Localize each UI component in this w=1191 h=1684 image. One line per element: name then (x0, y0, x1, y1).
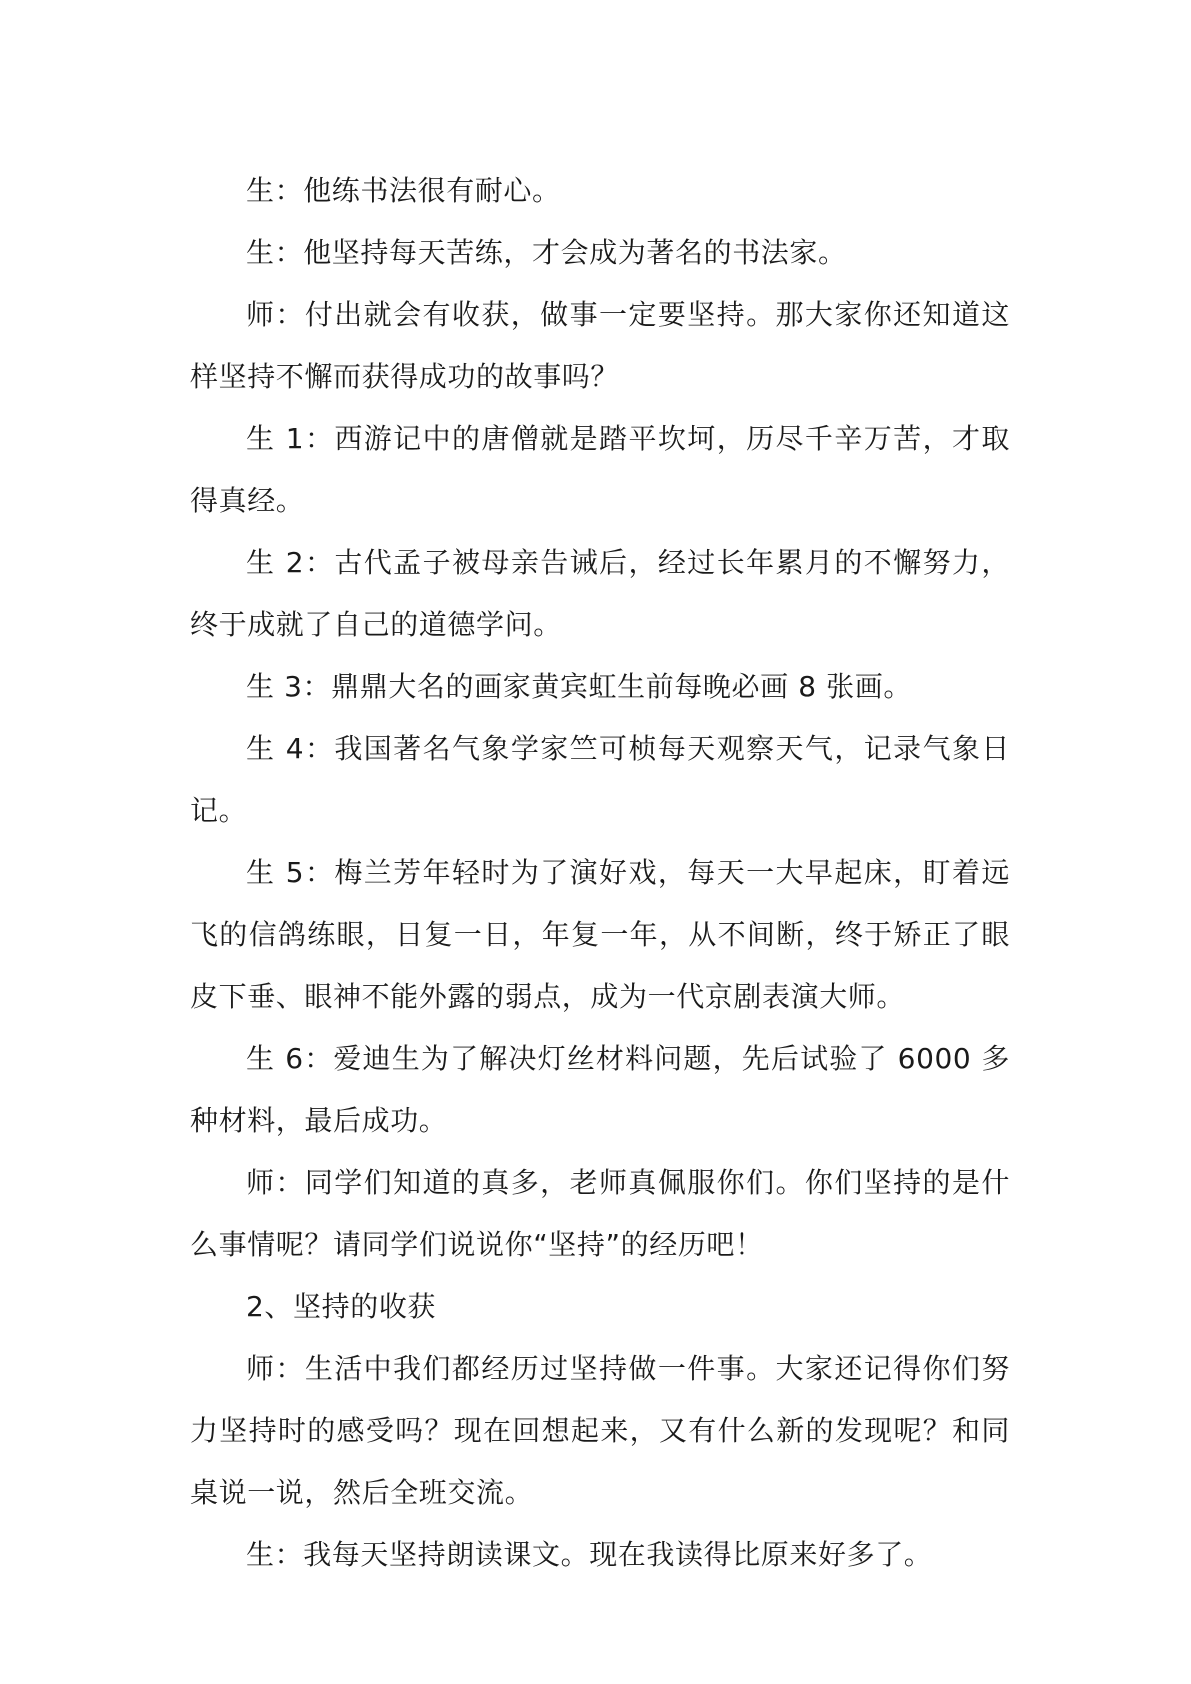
paragraph: 生 3：鼎鼎大名的画家黄宾虹生前每晚必画 8 张画。 (246, 670, 912, 703)
paragraph: 生：他练书法很有耐心。 (246, 174, 561, 207)
paragraph: 生 6：爱迪生为了解决灯丝材料问题，先后试验了 6000 多种材料，最后成功。 (190, 1042, 1010, 1137)
paragraph: 生：他坚持每天苦练，才会成为著名的书法家。 (246, 236, 847, 269)
paragraph: 生：我每天坚持朗读课文。现在我读得比原来好多了。 (246, 1538, 933, 1571)
paragraph: 师：生活中我们都经历过坚持做一件事。大家还记得你们努力坚持时的感受吗？现在回想起来，又有什么新的发现呢？和同桌说一说，然后全班交流。 (190, 1352, 1010, 1509)
paragraph: 师：付出就会有收获，做事一定要坚持。那大家你还知道这样坚持不懈而获得成功的故事吗？ (190, 298, 1010, 393)
paragraph: 生 2：古代孟子被母亲告诫后，经过长年累月的不懈努力，终于成就了自己的道德学问。 (190, 546, 1010, 641)
paragraph: 师：同学们知道的真多，老师真佩服你们。你们坚持的是什么事情呢？请同学们说说你“坚持”的经历吧！ (190, 1166, 1010, 1261)
document-body (190, 160, 1010, 1586)
paragraph: 生 5：梅兰芳年轻时为了演好戏，每天一大早起床，盯着远飞的信鸽练眼，日复一日，年复一年，从不间断，终于矫正了眼皮下垂、眼神不能外露的弱点，成为一代京剧表演大师。 (190, 856, 1010, 1013)
paragraph: 生 4：我国著名气象学家竺可桢每天观察天气，记录气象日记。 (190, 732, 1010, 827)
section-heading: 2、坚持的收获 (246, 1290, 437, 1323)
paragraph: 生 1：西游记中的唐僧就是踏平坎坷，历尽千辛万苦，才取得真经。 (190, 422, 1010, 517)
